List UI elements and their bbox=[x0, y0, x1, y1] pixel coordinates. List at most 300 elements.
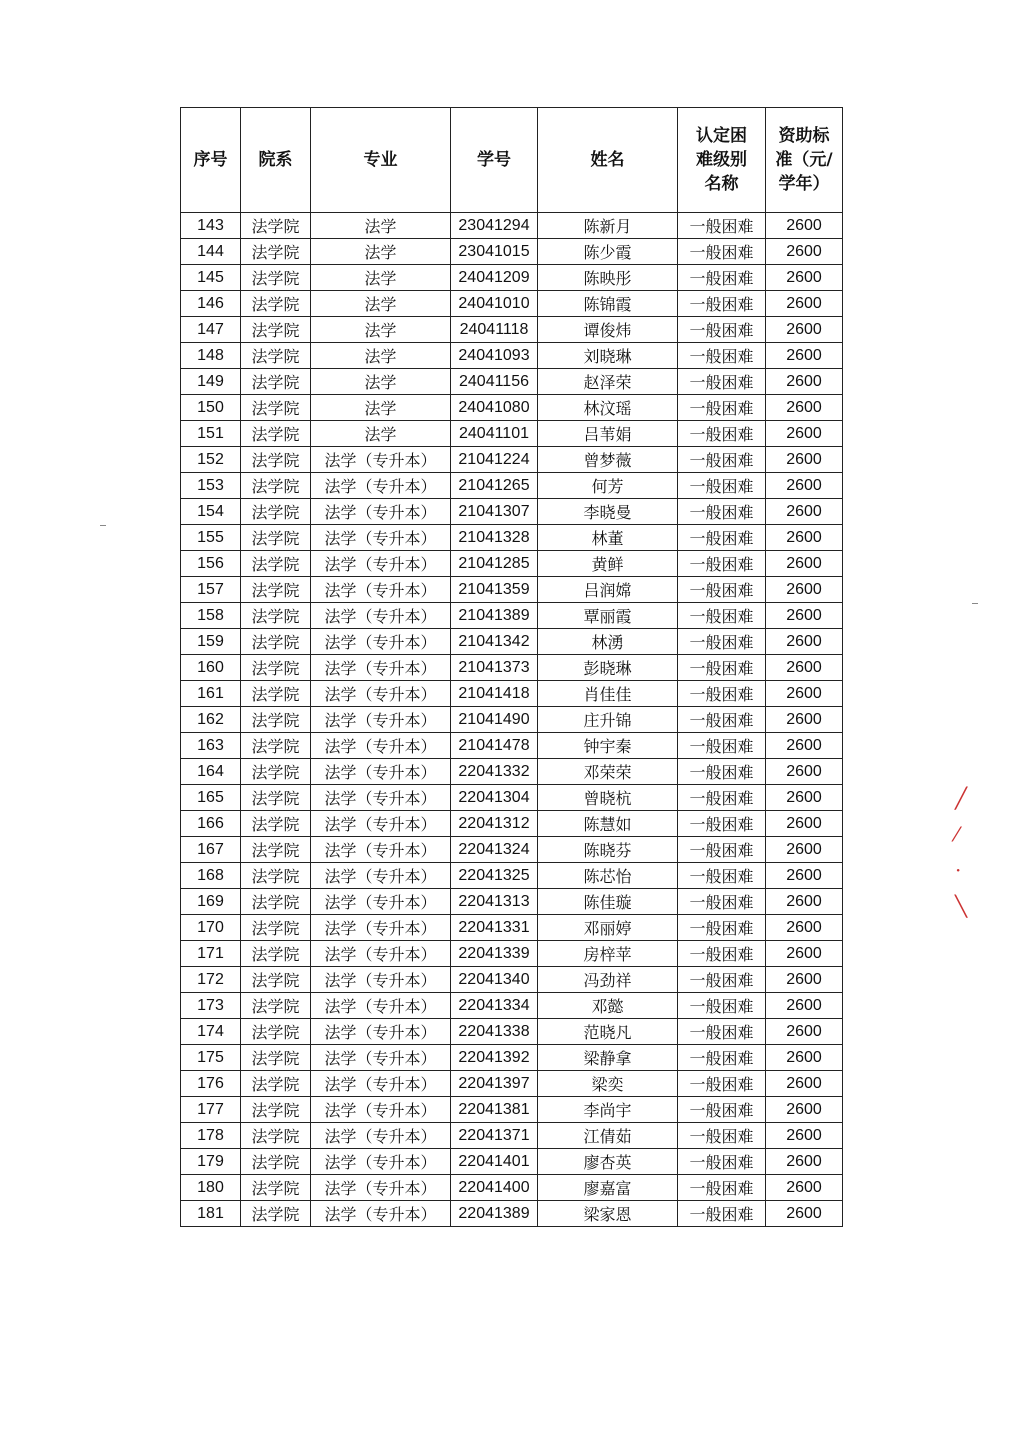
cell-index: 179 bbox=[181, 1149, 241, 1175]
cell-major: 法学（专升本） bbox=[311, 811, 451, 837]
cell-major: 法学 bbox=[311, 213, 451, 239]
cell-major: 法学（专升本） bbox=[311, 1123, 451, 1149]
table-row bbox=[181, 889, 843, 915]
cell-aid-amount: 2600 bbox=[766, 499, 843, 525]
cell-difficulty-level: 一般困难 bbox=[678, 577, 766, 603]
cell-student-id: 24041080 bbox=[451, 395, 538, 421]
table-row bbox=[181, 1149, 843, 1175]
cell-name: 房梓苹 bbox=[538, 941, 678, 967]
cell-major: 法学（专升本） bbox=[311, 1071, 451, 1097]
cell-difficulty-level: 一般困难 bbox=[678, 551, 766, 577]
cell-index: 155 bbox=[181, 525, 241, 551]
cell-college: 法学院 bbox=[241, 1175, 311, 1201]
cell-name: 彭晓琳 bbox=[538, 655, 678, 681]
cell-aid-amount: 2600 bbox=[766, 1201, 843, 1227]
cell-index: 157 bbox=[181, 577, 241, 603]
cell-index: 175 bbox=[181, 1045, 241, 1071]
header-student-id: 学号 bbox=[451, 108, 538, 213]
table-row bbox=[181, 1071, 843, 1097]
cell-name: 陈映彤 bbox=[538, 265, 678, 291]
cell-college: 法学院 bbox=[241, 369, 311, 395]
cell-name: 谭俊炜 bbox=[538, 317, 678, 343]
table-row bbox=[181, 629, 843, 655]
cell-name: 冯劲祥 bbox=[538, 967, 678, 993]
cell-aid-amount: 2600 bbox=[766, 317, 843, 343]
cell-student-id: 21041342 bbox=[451, 629, 538, 655]
cell-student-id: 24041209 bbox=[451, 265, 538, 291]
cell-aid-amount: 2600 bbox=[766, 707, 843, 733]
cell-name: 廖杏英 bbox=[538, 1149, 678, 1175]
cell-aid-amount: 2600 bbox=[766, 811, 843, 837]
cell-aid-amount: 2600 bbox=[766, 1123, 843, 1149]
cell-student-id: 24041010 bbox=[451, 291, 538, 317]
cell-major: 法学 bbox=[311, 343, 451, 369]
cell-name: 江倩茹 bbox=[538, 1123, 678, 1149]
cell-difficulty-level: 一般困难 bbox=[678, 733, 766, 759]
cell-name: 李晓曼 bbox=[538, 499, 678, 525]
cell-student-id: 21041224 bbox=[451, 447, 538, 473]
cell-student-id: 21041478 bbox=[451, 733, 538, 759]
cell-index: 144 bbox=[181, 239, 241, 265]
cell-difficulty-level: 一般困难 bbox=[678, 915, 766, 941]
cell-difficulty-level: 一般困难 bbox=[678, 1097, 766, 1123]
cell-name: 覃丽霞 bbox=[538, 603, 678, 629]
cell-college: 法学院 bbox=[241, 551, 311, 577]
cell-index: 161 bbox=[181, 681, 241, 707]
table-row bbox=[181, 759, 843, 785]
cell-college: 法学院 bbox=[241, 239, 311, 265]
cell-difficulty-level: 一般困难 bbox=[678, 525, 766, 551]
table-row bbox=[181, 915, 843, 941]
cell-index: 181 bbox=[181, 1201, 241, 1227]
cell-student-id: 21041265 bbox=[451, 473, 538, 499]
cell-major: 法学（专升本） bbox=[311, 863, 451, 889]
cell-aid-amount: 2600 bbox=[766, 655, 843, 681]
cell-college: 法学院 bbox=[241, 265, 311, 291]
cell-college: 法学院 bbox=[241, 1019, 311, 1045]
cell-major: 法学（专升本） bbox=[311, 603, 451, 629]
cell-major: 法学（专升本） bbox=[311, 1097, 451, 1123]
cell-major: 法学 bbox=[311, 421, 451, 447]
cell-aid-amount: 2600 bbox=[766, 993, 843, 1019]
cell-college: 法学院 bbox=[241, 1149, 311, 1175]
cell-index: 170 bbox=[181, 915, 241, 941]
cell-index: 168 bbox=[181, 863, 241, 889]
cell-student-id: 21041328 bbox=[451, 525, 538, 551]
cell-name: 林汶瑶 bbox=[538, 395, 678, 421]
table-row bbox=[181, 421, 843, 447]
cell-index: 177 bbox=[181, 1097, 241, 1123]
cell-difficulty-level: 一般困难 bbox=[678, 863, 766, 889]
table-row bbox=[181, 499, 843, 525]
cell-difficulty-level: 一般困难 bbox=[678, 967, 766, 993]
table-row bbox=[181, 603, 843, 629]
cell-aid-amount: 2600 bbox=[766, 1175, 843, 1201]
cell-college: 法学院 bbox=[241, 577, 311, 603]
cell-name: 陈锦霞 bbox=[538, 291, 678, 317]
cell-aid-amount: 2600 bbox=[766, 291, 843, 317]
cell-name: 廖嘉富 bbox=[538, 1175, 678, 1201]
cell-name: 邓丽婷 bbox=[538, 915, 678, 941]
cell-difficulty-level: 一般困难 bbox=[678, 499, 766, 525]
cell-college: 法学院 bbox=[241, 395, 311, 421]
cell-difficulty-level: 一般困难 bbox=[678, 655, 766, 681]
cell-major: 法学（专升本） bbox=[311, 499, 451, 525]
cell-difficulty-level: 一般困难 bbox=[678, 395, 766, 421]
cell-aid-amount: 2600 bbox=[766, 239, 843, 265]
cell-college: 法学院 bbox=[241, 915, 311, 941]
cell-aid-amount: 2600 bbox=[766, 967, 843, 993]
cell-aid-amount: 2600 bbox=[766, 395, 843, 421]
cell-student-id: 21041359 bbox=[451, 577, 538, 603]
cell-major: 法学 bbox=[311, 317, 451, 343]
cell-index: 145 bbox=[181, 265, 241, 291]
cell-index: 158 bbox=[181, 603, 241, 629]
cell-difficulty-level: 一般困难 bbox=[678, 369, 766, 395]
red-handwritten-mark: ╱ ⁄ · ╲ bbox=[955, 786, 968, 918]
cell-major: 法学（专升本） bbox=[311, 525, 451, 551]
cell-aid-amount: 2600 bbox=[766, 369, 843, 395]
cell-college: 法学院 bbox=[241, 343, 311, 369]
cell-aid-amount: 2600 bbox=[766, 577, 843, 603]
cell-major: 法学（专升本） bbox=[311, 655, 451, 681]
cell-index: 143 bbox=[181, 213, 241, 239]
cell-major: 法学（专升本） bbox=[311, 993, 451, 1019]
cell-major: 法学（专升本） bbox=[311, 1175, 451, 1201]
cell-index: 153 bbox=[181, 473, 241, 499]
table-row bbox=[181, 655, 843, 681]
cell-aid-amount: 2600 bbox=[766, 1071, 843, 1097]
cell-college: 法学院 bbox=[241, 629, 311, 655]
cell-college: 法学院 bbox=[241, 1045, 311, 1071]
table-row bbox=[181, 941, 843, 967]
header-college: 院系 bbox=[241, 108, 311, 213]
table-row bbox=[181, 863, 843, 889]
table-row bbox=[181, 213, 843, 239]
cell-aid-amount: 2600 bbox=[766, 863, 843, 889]
cell-name: 陈慧如 bbox=[538, 811, 678, 837]
cell-student-id: 22041334 bbox=[451, 993, 538, 1019]
cell-student-id: 21041490 bbox=[451, 707, 538, 733]
cell-index: 176 bbox=[181, 1071, 241, 1097]
table-row bbox=[181, 811, 843, 837]
cell-college: 法学院 bbox=[241, 941, 311, 967]
cell-major: 法学（专升本） bbox=[311, 577, 451, 603]
cell-difficulty-level: 一般困难 bbox=[678, 213, 766, 239]
cell-index: 149 bbox=[181, 369, 241, 395]
cell-difficulty-level: 一般困难 bbox=[678, 603, 766, 629]
cell-index: 178 bbox=[181, 1123, 241, 1149]
header-difficulty-level: 认定困难级别名称 bbox=[678, 108, 766, 213]
table-row bbox=[181, 681, 843, 707]
cell-student-id: 21041307 bbox=[451, 499, 538, 525]
cell-index: 160 bbox=[181, 655, 241, 681]
table-row bbox=[181, 707, 843, 733]
cell-student-id: 22041381 bbox=[451, 1097, 538, 1123]
table-row bbox=[181, 369, 843, 395]
cell-difficulty-level: 一般困难 bbox=[678, 993, 766, 1019]
cell-aid-amount: 2600 bbox=[766, 629, 843, 655]
cell-major: 法学（专升本） bbox=[311, 1045, 451, 1071]
scan-speck bbox=[100, 525, 106, 526]
header-row bbox=[181, 108, 843, 213]
table-row bbox=[181, 447, 843, 473]
cell-difficulty-level: 一般困难 bbox=[678, 1071, 766, 1097]
cell-name: 邓懿 bbox=[538, 993, 678, 1019]
cell-major: 法学 bbox=[311, 239, 451, 265]
cell-index: 171 bbox=[181, 941, 241, 967]
cell-college: 法学院 bbox=[241, 1123, 311, 1149]
table-row bbox=[181, 239, 843, 265]
cell-major: 法学 bbox=[311, 265, 451, 291]
table-row bbox=[181, 1045, 843, 1071]
cell-name: 邓荣荣 bbox=[538, 759, 678, 785]
cell-major: 法学（专升本） bbox=[311, 785, 451, 811]
cell-college: 法学院 bbox=[241, 525, 311, 551]
cell-index: 147 bbox=[181, 317, 241, 343]
cell-college: 法学院 bbox=[241, 291, 311, 317]
cell-aid-amount: 2600 bbox=[766, 915, 843, 941]
cell-name: 陈佳璇 bbox=[538, 889, 678, 915]
cell-difficulty-level: 一般困难 bbox=[678, 239, 766, 265]
cell-major: 法学（专升本） bbox=[311, 1149, 451, 1175]
cell-student-id: 24041093 bbox=[451, 343, 538, 369]
header-index: 序号 bbox=[181, 108, 241, 213]
cell-major: 法学（专升本） bbox=[311, 1201, 451, 1227]
cell-index: 169 bbox=[181, 889, 241, 915]
cell-difficulty-level: 一般困难 bbox=[678, 889, 766, 915]
header-aid-standard: 资助标准（元/学年） bbox=[766, 108, 843, 213]
cell-student-id: 22041304 bbox=[451, 785, 538, 811]
cell-difficulty-level: 一般困难 bbox=[678, 707, 766, 733]
cell-college: 法学院 bbox=[241, 967, 311, 993]
cell-college: 法学院 bbox=[241, 759, 311, 785]
cell-student-id: 22041338 bbox=[451, 1019, 538, 1045]
cell-difficulty-level: 一般困难 bbox=[678, 317, 766, 343]
header-name: 姓名 bbox=[538, 108, 678, 213]
cell-index: 173 bbox=[181, 993, 241, 1019]
cell-aid-amount: 2600 bbox=[766, 551, 843, 577]
cell-name: 吕苇娟 bbox=[538, 421, 678, 447]
cell-index: 165 bbox=[181, 785, 241, 811]
cell-aid-amount: 2600 bbox=[766, 785, 843, 811]
cell-college: 法学院 bbox=[241, 681, 311, 707]
cell-student-id: 22041313 bbox=[451, 889, 538, 915]
table-row bbox=[181, 577, 843, 603]
cell-major: 法学（专升本） bbox=[311, 915, 451, 941]
table-row bbox=[181, 291, 843, 317]
cell-aid-amount: 2600 bbox=[766, 889, 843, 915]
cell-college: 法学院 bbox=[241, 811, 311, 837]
cell-college: 法学院 bbox=[241, 889, 311, 915]
cell-difficulty-level: 一般困难 bbox=[678, 343, 766, 369]
cell-difficulty-level: 一般困难 bbox=[678, 473, 766, 499]
table-row bbox=[181, 473, 843, 499]
cell-college: 法学院 bbox=[241, 785, 311, 811]
cell-college: 法学院 bbox=[241, 499, 311, 525]
cell-major: 法学（专升本） bbox=[311, 447, 451, 473]
cell-student-id: 22041325 bbox=[451, 863, 538, 889]
cell-aid-amount: 2600 bbox=[766, 525, 843, 551]
cell-aid-amount: 2600 bbox=[766, 681, 843, 707]
cell-student-id: 23041294 bbox=[451, 213, 538, 239]
cell-name: 陈新月 bbox=[538, 213, 678, 239]
table-row bbox=[181, 1019, 843, 1045]
cell-index: 156 bbox=[181, 551, 241, 577]
cell-major: 法学（专升本） bbox=[311, 473, 451, 499]
cell-difficulty-level: 一般困难 bbox=[678, 811, 766, 837]
cell-student-id: 21041285 bbox=[451, 551, 538, 577]
cell-name: 刘晓琳 bbox=[538, 343, 678, 369]
cell-difficulty-level: 一般困难 bbox=[678, 681, 766, 707]
cell-difficulty-level: 一般困难 bbox=[678, 447, 766, 473]
table-row bbox=[181, 837, 843, 863]
cell-name: 梁家恩 bbox=[538, 1201, 678, 1227]
cell-college: 法学院 bbox=[241, 213, 311, 239]
cell-major: 法学（专升本） bbox=[311, 707, 451, 733]
cell-aid-amount: 2600 bbox=[766, 421, 843, 447]
cell-college: 法学院 bbox=[241, 603, 311, 629]
cell-name: 吕润嫦 bbox=[538, 577, 678, 603]
cell-name: 陈少霞 bbox=[538, 239, 678, 265]
cell-major: 法学（专升本） bbox=[311, 967, 451, 993]
cell-difficulty-level: 一般困难 bbox=[678, 421, 766, 447]
cell-name: 梁奕 bbox=[538, 1071, 678, 1097]
cell-student-id: 21041389 bbox=[451, 603, 538, 629]
cell-aid-amount: 2600 bbox=[766, 733, 843, 759]
cell-college: 法学院 bbox=[241, 1071, 311, 1097]
cell-name: 曾晓杭 bbox=[538, 785, 678, 811]
cell-student-id: 24041101 bbox=[451, 421, 538, 447]
cell-college: 法学院 bbox=[241, 473, 311, 499]
cell-major: 法学（专升本） bbox=[311, 629, 451, 655]
cell-aid-amount: 2600 bbox=[766, 1045, 843, 1071]
table-row bbox=[181, 343, 843, 369]
cell-college: 法学院 bbox=[241, 317, 311, 343]
table-row bbox=[181, 317, 843, 343]
cell-difficulty-level: 一般困难 bbox=[678, 291, 766, 317]
cell-index: 146 bbox=[181, 291, 241, 317]
cell-difficulty-level: 一般困难 bbox=[678, 1175, 766, 1201]
cell-college: 法学院 bbox=[241, 863, 311, 889]
cell-difficulty-level: 一般困难 bbox=[678, 837, 766, 863]
cell-major: 法学（专升本） bbox=[311, 889, 451, 915]
cell-student-id: 22041400 bbox=[451, 1175, 538, 1201]
aid-list-table bbox=[180, 107, 843, 1227]
cell-name: 林湧 bbox=[538, 629, 678, 655]
table-row bbox=[181, 1201, 843, 1227]
cell-index: 164 bbox=[181, 759, 241, 785]
cell-student-id: 21041373 bbox=[451, 655, 538, 681]
cell-aid-amount: 2600 bbox=[766, 837, 843, 863]
cell-name: 赵泽荣 bbox=[538, 369, 678, 395]
cell-aid-amount: 2600 bbox=[766, 447, 843, 473]
cell-index: 166 bbox=[181, 811, 241, 837]
cell-student-id: 23041015 bbox=[451, 239, 538, 265]
cell-name: 陈晓芬 bbox=[538, 837, 678, 863]
cell-aid-amount: 2600 bbox=[766, 941, 843, 967]
cell-difficulty-level: 一般困难 bbox=[678, 265, 766, 291]
cell-major: 法学（专升本） bbox=[311, 551, 451, 577]
cell-student-id: 22041340 bbox=[451, 967, 538, 993]
cell-student-id: 24041118 bbox=[451, 317, 538, 343]
cell-index: 172 bbox=[181, 967, 241, 993]
table-row bbox=[181, 1175, 843, 1201]
cell-student-id: 22041371 bbox=[451, 1123, 538, 1149]
cell-student-id: 22041312 bbox=[451, 811, 538, 837]
cell-index: 174 bbox=[181, 1019, 241, 1045]
cell-college: 法学院 bbox=[241, 447, 311, 473]
cell-difficulty-level: 一般困难 bbox=[678, 1201, 766, 1227]
cell-major: 法学 bbox=[311, 369, 451, 395]
cell-college: 法学院 bbox=[241, 733, 311, 759]
cell-name: 范晓凡 bbox=[538, 1019, 678, 1045]
cell-difficulty-level: 一般困难 bbox=[678, 759, 766, 785]
cell-name: 钟宇秦 bbox=[538, 733, 678, 759]
cell-name: 肖佳佳 bbox=[538, 681, 678, 707]
cell-name: 黄鲜 bbox=[538, 551, 678, 577]
cell-major: 法学（专升本） bbox=[311, 759, 451, 785]
cell-aid-amount: 2600 bbox=[766, 343, 843, 369]
cell-aid-amount: 2600 bbox=[766, 1149, 843, 1175]
cell-aid-amount: 2600 bbox=[766, 213, 843, 239]
cell-college: 法学院 bbox=[241, 1097, 311, 1123]
cell-college: 法学院 bbox=[241, 707, 311, 733]
table-row bbox=[181, 1097, 843, 1123]
cell-index: 159 bbox=[181, 629, 241, 655]
cell-index: 163 bbox=[181, 733, 241, 759]
cell-major: 法学（专升本） bbox=[311, 941, 451, 967]
table-row bbox=[181, 551, 843, 577]
cell-student-id: 22041397 bbox=[451, 1071, 538, 1097]
cell-index: 151 bbox=[181, 421, 241, 447]
cell-college: 法学院 bbox=[241, 421, 311, 447]
cell-major: 法学（专升本） bbox=[311, 1019, 451, 1045]
cell-student-id: 22041324 bbox=[451, 837, 538, 863]
cell-difficulty-level: 一般困难 bbox=[678, 1149, 766, 1175]
cell-student-id: 22041339 bbox=[451, 941, 538, 967]
cell-difficulty-level: 一般困难 bbox=[678, 941, 766, 967]
cell-name: 庄升锦 bbox=[538, 707, 678, 733]
cell-name: 梁静拿 bbox=[538, 1045, 678, 1071]
table-row bbox=[181, 1123, 843, 1149]
header-major: 专业 bbox=[311, 108, 451, 213]
cell-student-id: 22041332 bbox=[451, 759, 538, 785]
cell-difficulty-level: 一般困难 bbox=[678, 1045, 766, 1071]
cell-college: 法学院 bbox=[241, 655, 311, 681]
cell-name: 林董 bbox=[538, 525, 678, 551]
cell-aid-amount: 2600 bbox=[766, 1019, 843, 1045]
scan-speck bbox=[972, 603, 978, 604]
cell-major: 法学（专升本） bbox=[311, 733, 451, 759]
cell-aid-amount: 2600 bbox=[766, 759, 843, 785]
cell-student-id: 22041401 bbox=[451, 1149, 538, 1175]
cell-student-id: 22041392 bbox=[451, 1045, 538, 1071]
cell-major: 法学（专升本） bbox=[311, 681, 451, 707]
cell-aid-amount: 2600 bbox=[766, 1097, 843, 1123]
table-row bbox=[181, 967, 843, 993]
cell-major: 法学（专升本） bbox=[311, 837, 451, 863]
cell-index: 162 bbox=[181, 707, 241, 733]
cell-index: 152 bbox=[181, 447, 241, 473]
table-row bbox=[181, 785, 843, 811]
cell-aid-amount: 2600 bbox=[766, 473, 843, 499]
cell-student-id: 22041331 bbox=[451, 915, 538, 941]
table-row bbox=[181, 733, 843, 759]
table-row bbox=[181, 525, 843, 551]
table-row bbox=[181, 395, 843, 421]
cell-college: 法学院 bbox=[241, 837, 311, 863]
